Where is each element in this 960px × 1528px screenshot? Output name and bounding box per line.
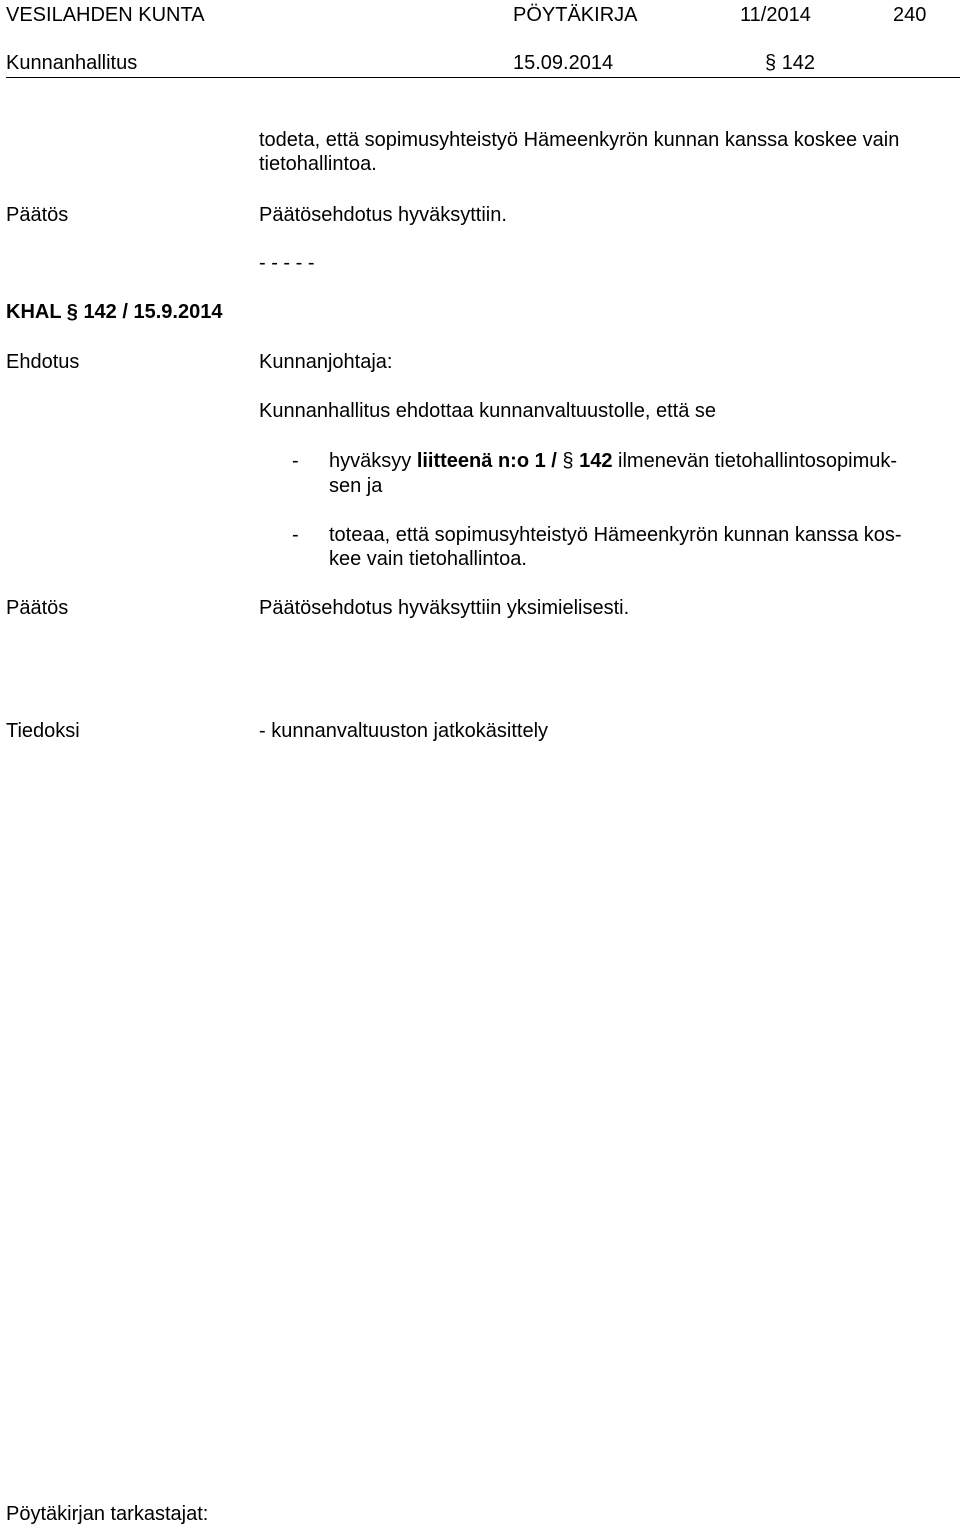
prev-text-line1: todeta, että sopimusyhteistyö Hämeenkyrön kunnan kanssa koskee vain	[259, 129, 900, 151]
org-name: VESILAHDEN KUNTA	[6, 4, 205, 26]
issue-number: 11/2014	[740, 4, 811, 26]
list-item-1-line1	[329, 449, 897, 473]
attachment-ref: liitteenä n:o 1 /	[416, 450, 557, 472]
khal-ref: 142 / 15.9.2014	[83, 301, 223, 323]
proposal-presenter: Kunnanjohtaja:	[259, 351, 393, 373]
section-sign-icon: §	[765, 52, 777, 74]
decision-text: Päätösehdotus hyväksyttiin yksimielisesti.	[259, 597, 630, 619]
info-text: - kunnanvaltuuston jatkokäsittely	[259, 720, 549, 742]
prev-decision-text: Päätösehdotus hyväksyttiin.	[259, 204, 507, 226]
info-label: Tiedoksi	[6, 720, 80, 742]
list-item-1-line2: sen ja	[329, 475, 383, 497]
list-item-1-text-b: ilmenevän tietohallintosopimuk-	[618, 450, 898, 472]
attachment-section: 142	[579, 450, 613, 472]
list-item-2-line1: toteaa, että sopimusyhteistyö Hämeenkyrön kunnan kanssa kos-	[329, 524, 902, 546]
section-sign-icon: §	[66, 301, 78, 323]
list-dash: -	[292, 524, 299, 546]
list-dash: -	[292, 450, 299, 472]
section-value: 142	[781, 52, 816, 74]
proposal-label: Ehdotus	[6, 351, 80, 373]
khal-prefix: KHAL	[6, 301, 62, 323]
decision-label: Päätös	[6, 597, 69, 619]
header-divider	[6, 77, 960, 78]
list-item-2-line2: kee vain tietohallintoa.	[329, 548, 527, 570]
proposal-intro: Kunnanhallitus ehdottaa kunnanvaltuustolle, että se	[259, 400, 717, 422]
footer-signers: Pöytäkirjan tarkastajat:	[6, 1503, 209, 1525]
meeting-date: 15.09.2014	[513, 52, 614, 74]
prev-text-line2: tietohallintoa.	[259, 153, 377, 175]
page-number: 240	[893, 4, 927, 26]
doc-type: PÖYTÄKIRJA	[513, 4, 638, 26]
khal-heading	[6, 300, 222, 324]
section-sign-icon: §	[562, 450, 574, 472]
item-separator: - - - - -	[259, 252, 315, 274]
list-item-1-text-a: hyväksyy	[329, 450, 412, 472]
section-number	[765, 51, 815, 75]
prev-decision-label: Päätös	[6, 204, 69, 226]
body-name: Kunnanhallitus	[6, 52, 138, 74]
